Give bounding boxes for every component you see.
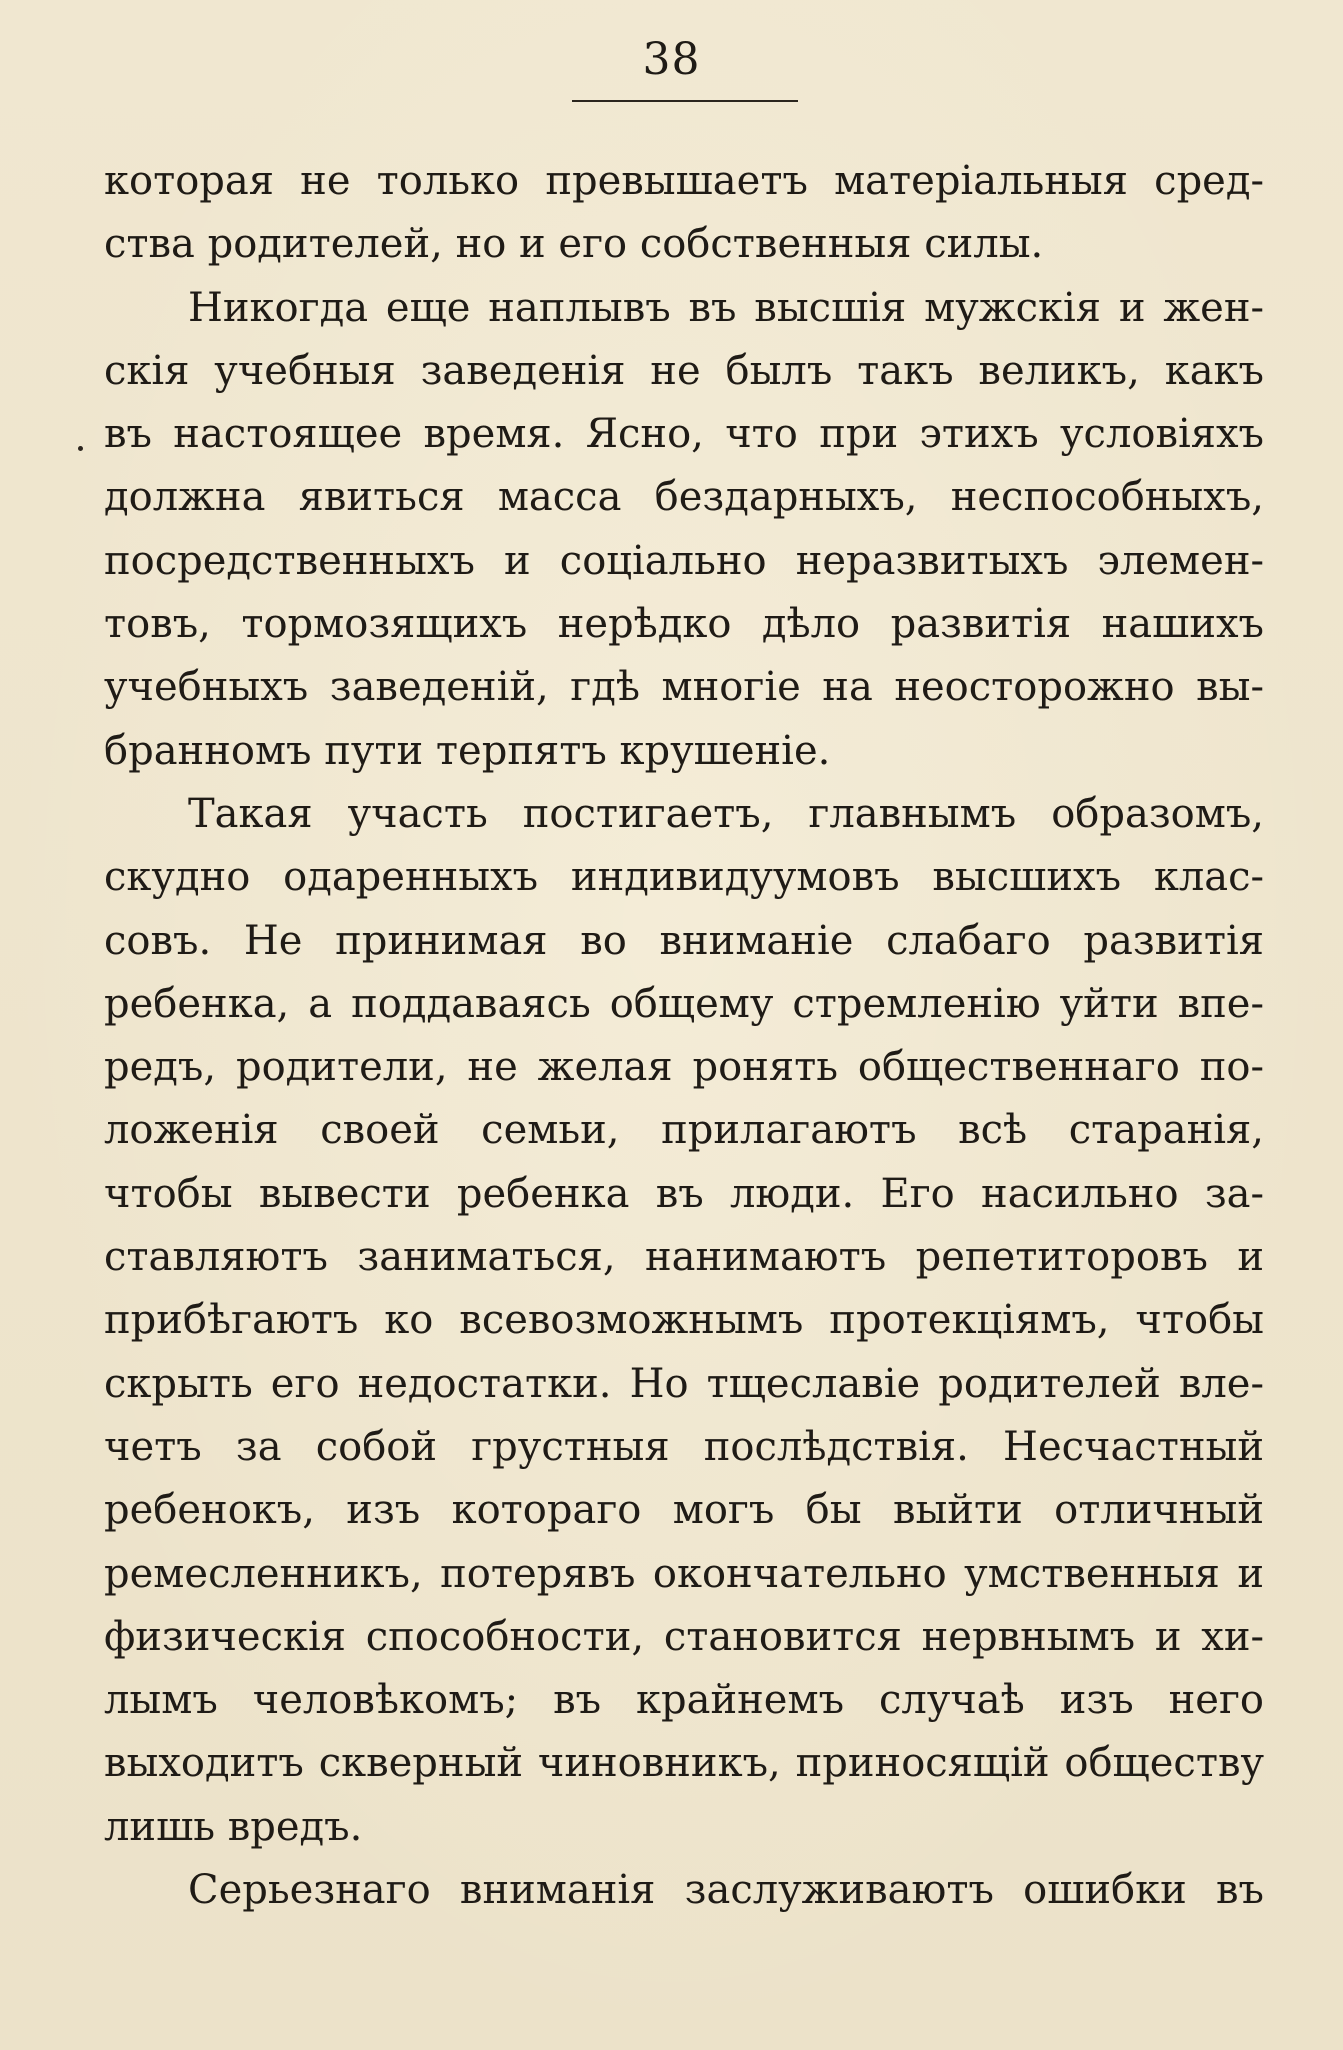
text-line: ребенокъ, изъ котораго могъ бы выйти отличный (104, 1487, 1264, 1534)
header-rule (572, 100, 798, 102)
text-line: товъ, тормозящихъ нерѣдко дѣло развитія нашихъ (104, 601, 1264, 648)
text-line: ребенка, а поддаваясь общему стремленію уйти впе- (104, 980, 1264, 1027)
margin-mark (78, 446, 83, 451)
body-text (104, 150, 1264, 1922)
text-line: посредственныхъ и соціально неразвитыхъ элемен- (104, 537, 1264, 584)
text-line: физическія способности, становится нервнымъ и хи- (104, 1613, 1264, 1660)
text-line: ставляютъ заниматься, нанимаютъ репетиторовъ и (104, 1234, 1264, 1281)
text-line: ства родителей, но и его собственныя силы. (104, 221, 1044, 268)
text-line: Серьезнаго вниманія заслуживаютъ ошибки въ (188, 1867, 1264, 1914)
page-number: 38 (642, 34, 701, 85)
text-line: редъ, родители, не желая ронять общественнаго по- (104, 1044, 1264, 1091)
text-line: ложенія своей семьи, прилагаютъ всѣ старанія, (104, 1107, 1264, 1154)
text-line: въ настоящее время. Ясно, что при этихъ условіяхъ (104, 411, 1264, 458)
text-line: ремесленникъ, потерявъ окончательно умственныя и (104, 1550, 1264, 1597)
text-line: Никогда еще наплывъ въ высшія мужскія и жен- (188, 284, 1264, 331)
text-line: Такая участь постигаетъ, главнымъ образомъ, (188, 790, 1264, 837)
text-line: учебныхъ заведеній, гдѣ многіе на неосторожно вы- (104, 664, 1264, 711)
text-line: лишь вредъ. (104, 1803, 363, 1850)
text-line: совъ. Не принимая во вниманіе слабаго развитія (104, 917, 1264, 964)
text-line: бранномъ пути терпятъ крушеніе. (104, 727, 831, 774)
text-line: скудно одаренныхъ индивидуумовъ высшихъ клас- (104, 854, 1264, 901)
text-line: лымъ человѣкомъ; въ крайнемъ случаѣ изъ него (104, 1677, 1264, 1724)
text-line: четъ за собой грустныя послѣдствія. Несчастный (104, 1423, 1264, 1470)
text-line: скрыть его недостатки. Но тщеславіе родителей вле- (104, 1360, 1264, 1407)
text-line: должна явиться масса бездарныхъ, неспособныхъ, (104, 474, 1264, 521)
text-line: которая не только превышаетъ матеріальныя сред- (104, 158, 1264, 204)
text-line: скія учебныя заведенія не былъ такъ великъ, какъ (104, 347, 1264, 394)
text-line: выходитъ скверный чиновникъ, приносящій обществу (104, 1740, 1264, 1787)
text-line: чтобы вывести ребенка въ люди. Его насильно за- (104, 1170, 1264, 1217)
text-line: прибѣгаютъ ко всевозможнымъ протекціямъ, чтобы (104, 1297, 1264, 1344)
